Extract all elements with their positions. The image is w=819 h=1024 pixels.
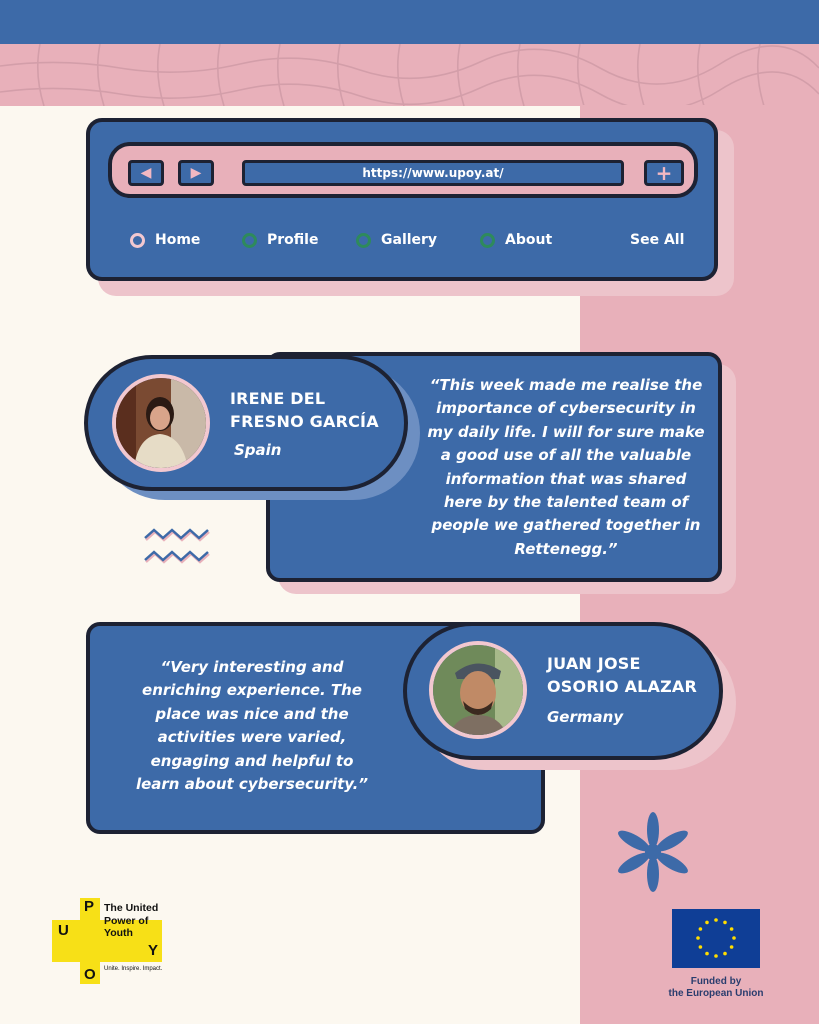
nav-menu xyxy=(130,232,690,254)
person-country: Germany xyxy=(547,708,624,726)
quote-line: enriching experience. The xyxy=(142,681,362,700)
nav-label: Profile xyxy=(267,232,319,248)
quote-line: people we gathered together in xyxy=(431,516,701,535)
logo-name-line: Youth xyxy=(104,927,133,939)
nav-item-gallery[interactable] xyxy=(356,232,437,248)
top-banner xyxy=(0,0,819,44)
person-country: Spain xyxy=(234,441,282,459)
name-pill xyxy=(84,355,408,491)
logo-name-line: The United xyxy=(104,902,159,914)
see-all-label: See All xyxy=(630,232,685,248)
forward-arrow-icon: ▶ xyxy=(190,165,202,181)
logo-name xyxy=(104,902,158,940)
nav-label: Gallery xyxy=(381,232,438,248)
name-line: JUAN JOSE xyxy=(547,654,641,673)
avatar xyxy=(429,641,527,739)
radio-icon xyxy=(356,233,371,248)
nav-item-about[interactable] xyxy=(480,232,552,248)
browser-toolbar xyxy=(108,142,698,198)
eu-text-line: the European Union xyxy=(668,988,764,999)
quote-line: here by the talented team of xyxy=(443,493,689,512)
radio-selected-icon xyxy=(130,233,145,248)
quote-line: engaging and helpful to xyxy=(150,751,354,770)
nav-label: About xyxy=(505,232,553,248)
radio-icon xyxy=(242,233,257,248)
quote-line: learn about cybersecurity.” xyxy=(135,775,369,794)
logo-letter: Y xyxy=(148,942,159,959)
logo-letter: O xyxy=(84,966,96,983)
quote-line: my daily life. I will for sure make xyxy=(427,422,705,441)
pattern-band xyxy=(0,44,819,106)
name-line: FRESNO GARCÍA xyxy=(230,412,379,431)
back-arrow-icon: ◀ xyxy=(140,165,152,181)
upoy-logo xyxy=(52,896,172,986)
quote-line: “This week made me realise the xyxy=(429,376,703,394)
quote-line: a good use of all the valuable xyxy=(440,446,692,465)
person-photo-icon xyxy=(433,645,523,735)
see-all-link[interactable] xyxy=(630,232,684,248)
url-text: https://www.upoy.at/ xyxy=(362,166,504,180)
logo-letter: U xyxy=(58,922,69,939)
testimonial-quote xyxy=(112,656,392,796)
eu-funding-text xyxy=(652,976,780,1000)
flower-star-decoration-icon xyxy=(612,812,694,892)
eu-stars-icon xyxy=(672,909,760,968)
quote-line: Rettenegg.” xyxy=(514,539,618,558)
quote-line: activities were varied, xyxy=(157,728,347,747)
name-line: IRENE DEL xyxy=(230,389,326,408)
avatar xyxy=(112,374,210,472)
back-button[interactable] xyxy=(128,160,164,186)
nav-item-home[interactable] xyxy=(130,232,200,248)
address-bar[interactable] xyxy=(242,160,624,186)
eu-text-line: Funded by xyxy=(690,976,742,987)
new-tab-button[interactable] xyxy=(644,160,684,186)
logo-name-line: Power of xyxy=(104,914,149,927)
person-name xyxy=(547,652,697,698)
wavy-grid-pattern xyxy=(0,44,819,106)
quote-line: place was nice and the xyxy=(155,704,349,723)
nav-item-profile[interactable] xyxy=(242,232,318,248)
forward-button[interactable] xyxy=(178,160,214,186)
person-name xyxy=(230,387,379,433)
eu-flag xyxy=(672,909,760,968)
name-pill xyxy=(403,622,723,760)
logo-letter: P xyxy=(84,898,95,915)
quote-line: “Very interesting and xyxy=(160,658,344,676)
person-photo-icon xyxy=(116,378,206,468)
quote-line: importance of cybersecurity in xyxy=(436,399,696,418)
testimonial-quote xyxy=(418,374,714,561)
nav-label: Home xyxy=(155,232,201,248)
logo-tagline: Unite. Inspire. Impact. xyxy=(104,966,163,972)
plus-icon: + xyxy=(655,161,673,185)
quote-line: information that was shared xyxy=(445,469,687,488)
zigzag-decoration-icon xyxy=(143,526,215,566)
name-line: OSORIO ALAZAR xyxy=(547,677,698,696)
browser-window xyxy=(86,118,718,281)
radio-icon xyxy=(480,233,495,248)
